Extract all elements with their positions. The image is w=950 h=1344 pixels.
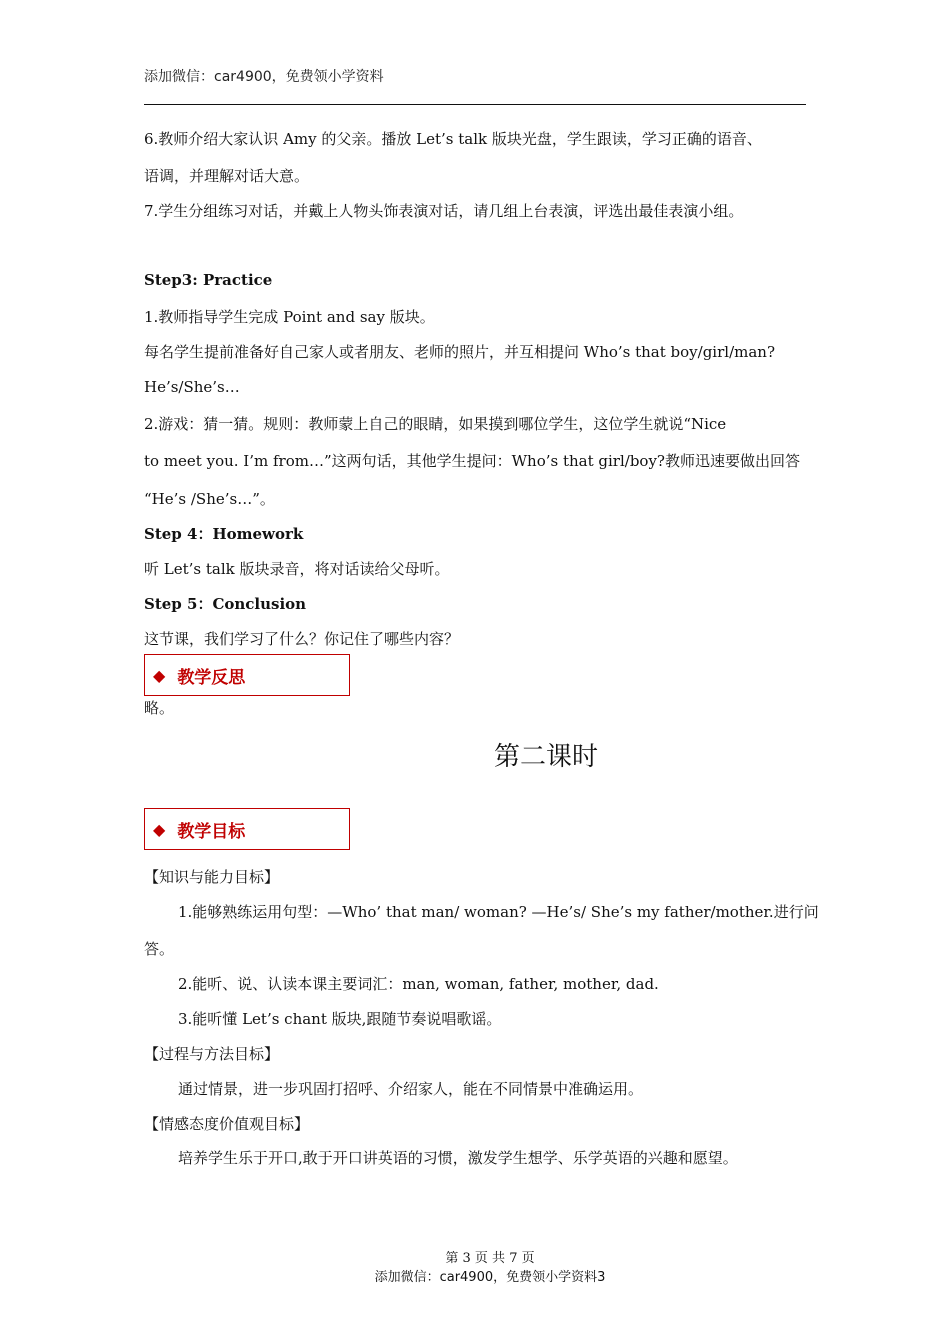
section-title: 教学反思 bbox=[177, 667, 246, 688]
section-box-goals bbox=[144, 808, 350, 850]
paragraph-line: 2.能听、说、认读本课主要词汇：man, woman, father, mother, dad. bbox=[178, 975, 659, 993]
paragraph-line: 2.游戏：猜一猜。规则：教师蒙上自己的眼睛，如果摸到哪位学生，这位学生就说“Nice bbox=[144, 415, 727, 433]
goal-heading: 【知识与能力目标】 bbox=[144, 868, 280, 886]
paragraph-line: 略。 bbox=[144, 699, 175, 717]
step5-heading: Step 5：Conclusion bbox=[144, 595, 307, 613]
section-title: 教学目标 bbox=[177, 821, 246, 842]
goal-heading: 【情感态度价值观目标】 bbox=[144, 1115, 310, 1133]
paragraph-line: 每名学生提前准备好自己家人或者朋友、老师的照片，并互相提问 Who’s that boy/girl/man? bbox=[144, 343, 775, 361]
page-footer: 添加微信：car4900，免费领小学资料3 bbox=[374, 1270, 606, 1285]
lesson-title: 第二课时 bbox=[493, 742, 598, 772]
paragraph-line: “He’s /She’s…”。 bbox=[144, 490, 275, 508]
paragraph-line: 听 Let’s talk 版块录音，将对话读给父母听。 bbox=[144, 560, 450, 578]
paragraph-line: 6.教师介绍大家认识 Amy 的父亲。播放 Let’s talk 版块光盘，学生跟读，学习正确的语音、 bbox=[144, 130, 762, 148]
paragraph-line: to meet you. I’m from…”这两句话，其他学生提问：Who’s that girl/boy?教师迅速要做出回答 bbox=[144, 452, 800, 470]
paragraph-line: 1.能够熟练运用句型：—Who’ that man/ woman? —He’s/ She’s my father/mother.进行问 bbox=[178, 903, 819, 921]
paragraph-line: He’s/She’s… bbox=[144, 378, 240, 396]
paragraph-line: 3.能听懂 Let’s chant 版块,跟随节奏说唱歌谣。 bbox=[178, 1010, 502, 1028]
section-box-reflection bbox=[144, 654, 350, 696]
paragraph-line: 7.学生分组练习对话，并戴上人物头饰表演对话，请几组上台表演，评选出最佳表演小组。 bbox=[144, 202, 744, 220]
diamond-icon: ◆ bbox=[153, 665, 166, 685]
paragraph-line: 通过情景，进一步巩固打招呼、介绍家人，能在不同情景中准确运用。 bbox=[178, 1080, 644, 1098]
paragraph-line: 培养学生乐于开口,敢于开口讲英语的习惯，激发学生想学、乐学英语的兴趣和愿望。 bbox=[178, 1149, 738, 1167]
header-divider bbox=[144, 104, 806, 105]
paragraph-line: 这节课，我们学习了什么？你记住了哪些内容？ bbox=[144, 630, 460, 648]
step4-heading: Step 4：Homework bbox=[144, 525, 304, 543]
goal-heading: 【过程与方法目标】 bbox=[144, 1045, 280, 1063]
paragraph-line: 1.教师指导学生完成 Point and say 版块。 bbox=[144, 308, 435, 326]
paragraph-line: 答。 bbox=[144, 940, 175, 958]
diamond-icon: ◆ bbox=[153, 819, 166, 839]
page-number: 第 3 页 共 7 页 bbox=[445, 1251, 535, 1266]
page-header: 添加微信：car4900，免费领小学资料 bbox=[144, 69, 384, 85]
paragraph-line: 语调，并理解对话大意。 bbox=[144, 167, 310, 185]
step3-heading: Step3: Practice bbox=[144, 271, 273, 289]
